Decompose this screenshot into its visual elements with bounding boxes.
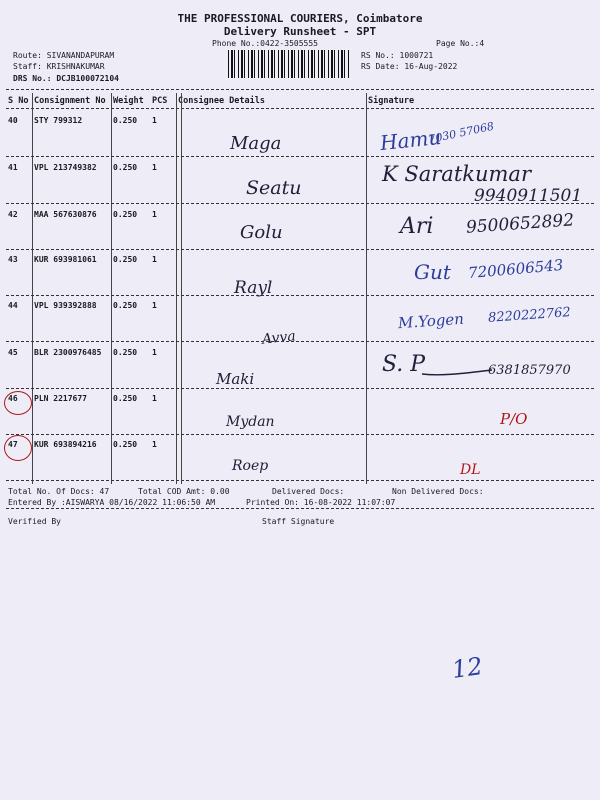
row-extra: DL [460, 462, 481, 478]
row-weight: 0.250 [113, 163, 138, 172]
col-header-consignee: Consignee Details [178, 96, 265, 106]
divider [6, 295, 594, 296]
non-delivered-docs: Non Delivered Docs: [392, 487, 484, 496]
column-line [366, 93, 367, 484]
row-weight: 0.250 [113, 440, 138, 449]
col-header-consignment: Consignment No [34, 96, 106, 106]
row-pcs: 1 [152, 301, 157, 310]
row-signature: Gut [414, 260, 451, 284]
row-pcs: 1 [152, 116, 157, 125]
row-extra: 7030 57068 [427, 119, 496, 147]
col-header-signature: Signature [368, 96, 415, 106]
staff-signature-label: Staff Signature [262, 517, 335, 526]
row-consignee: Golu [240, 222, 283, 243]
row-consignment: VPL 213749382 [34, 163, 97, 172]
page-annotation: 12 [450, 652, 485, 684]
page-number: Page No.:4 [436, 39, 485, 48]
document-title: Delivery Runsheet - SPT [223, 25, 377, 38]
col-header-weight: Weight [113, 96, 144, 106]
divider [6, 249, 594, 250]
row-consignee: Maga [230, 133, 282, 154]
row-sno: 47 [8, 440, 18, 449]
row-sno: 45 [8, 348, 18, 357]
row-weight: 0.250 [113, 301, 138, 310]
row-weight: 0.250 [113, 116, 138, 125]
row-consignee: Avva [261, 328, 297, 348]
row-weight: 0.250 [113, 394, 138, 403]
row-pcs: 1 [152, 210, 157, 219]
divider [6, 341, 594, 342]
col-header-sno: S No [8, 96, 29, 106]
row-consignment: STY 799312 [34, 116, 83, 125]
row-signature: K Saratkumar [382, 162, 531, 186]
total-cod: Total COD Amt: 0.00 [138, 487, 230, 496]
column-line [111, 93, 112, 484]
delivered-docs: Delivered Docs: [272, 487, 345, 496]
divider [6, 156, 594, 157]
row-sno: 43 [8, 255, 18, 264]
row-extra: 6381857970 [488, 363, 571, 378]
row-consignment: PLN 2217677 [34, 394, 87, 403]
divider [6, 480, 594, 481]
col-header-pcs: PCS [152, 96, 168, 106]
row-weight: 0.250 [113, 210, 138, 219]
column-line [181, 93, 182, 484]
divider [6, 108, 594, 109]
total-docs: Total No. Of Docs: 47 [8, 487, 110, 496]
row-consignment: KUR 693894216 [34, 440, 97, 449]
route-label: Route: SIVANANDAPURAM [13, 51, 115, 60]
row-consignee: Seatu [246, 177, 302, 199]
row-extra: 8220222762 [487, 305, 572, 326]
rs-date: RS Date: 16-Aug-2022 [361, 62, 458, 71]
row-sno: 44 [8, 301, 18, 310]
row-consignment: BLR 2300976485 [34, 348, 102, 357]
row-weight: 0.250 [113, 255, 138, 264]
printed-on: Printed On: 16-08-2022 11:07:07 [246, 498, 396, 507]
row-signature: M.Yogen [397, 309, 465, 333]
row-extra: 7200606543 [467, 255, 565, 283]
drs-number: DRS No.: DCJB100072104 [13, 74, 119, 83]
row-consignee: Maki [216, 370, 255, 388]
row-pcs: 1 [152, 440, 157, 449]
divider [6, 203, 594, 204]
divider [6, 89, 594, 90]
row-signature: Ari [400, 214, 434, 239]
barcode [228, 50, 350, 78]
divider [6, 508, 594, 509]
rs-number: RS No.: 1000721 [361, 51, 434, 60]
row-consignment: VPL 939392888 [34, 301, 97, 310]
phone-number: Phone No.:0422-3505555 [212, 39, 318, 48]
row-extra: P/O [500, 410, 528, 428]
row-pcs: 1 [152, 348, 157, 357]
row-consignee: Mydan [226, 414, 275, 430]
row-extra: 9940911501 [474, 186, 583, 206]
row-pcs: 1 [152, 163, 157, 172]
row-sno: 41 [8, 163, 18, 172]
row-weight: 0.250 [113, 348, 138, 357]
verified-by-label: Verified By [8, 517, 61, 526]
row-sno: 42 [8, 210, 18, 219]
divider [6, 388, 594, 389]
row-consignee: Roep [232, 458, 269, 474]
column-line [32, 93, 33, 484]
row-signature: S. P [382, 352, 426, 377]
column-line [176, 93, 177, 484]
entered-by: Entered By :AISWARYA 08/16/2022 11:06:50 AM [8, 498, 216, 507]
row-pcs: 1 [152, 394, 157, 403]
row-consignment: KUR 693981061 [34, 255, 97, 264]
row-extra: 9500652892 [465, 210, 575, 238]
row-consignee: Rayl [234, 278, 273, 298]
divider [6, 434, 594, 435]
company-title: THE PROFESSIONAL COURIERS, Coimbatore [177, 12, 423, 25]
staff-label: Staff: KRISHNAKUMAR [13, 62, 105, 71]
row-sno: 46 [8, 394, 18, 403]
row-consignment: MAA 567630876 [34, 210, 97, 219]
row-signature: Hamu [378, 124, 443, 156]
row-pcs: 1 [152, 255, 157, 264]
row-sno: 40 [8, 116, 18, 125]
